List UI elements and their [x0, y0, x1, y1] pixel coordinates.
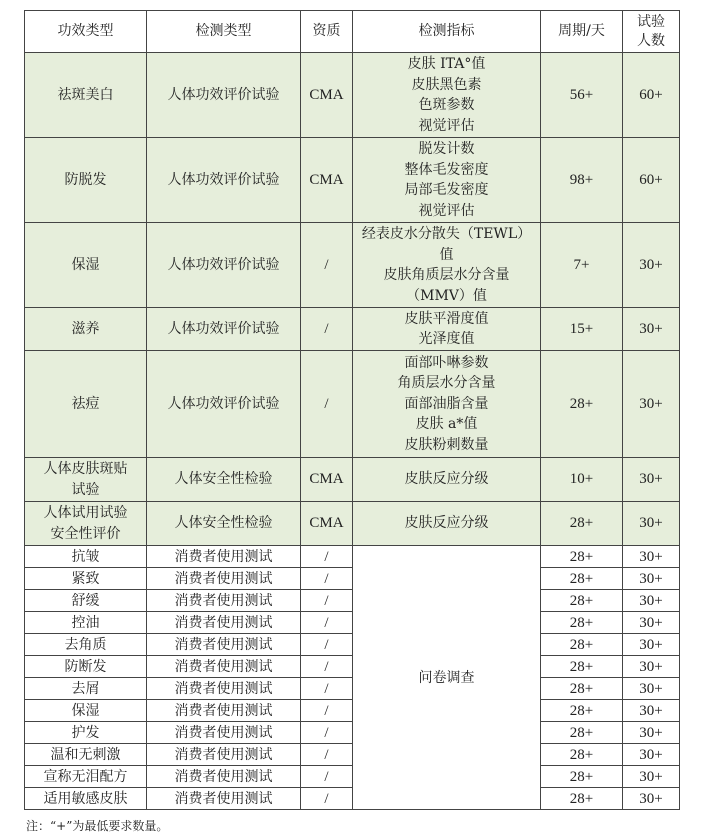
subjects-cell: 30+ — [623, 788, 680, 810]
subjects-cell: 30+ — [623, 634, 680, 656]
test-type-cell: 消费者使用测试 — [147, 590, 301, 612]
subjects-cell: 30+ — [623, 351, 680, 458]
cycle-cell: 28+ — [541, 568, 623, 590]
test-type-cell: 消费者使用测试 — [147, 722, 301, 744]
efficacy-line: 祛斑美白 — [57, 86, 114, 103]
qualification-cell: CMA — [301, 138, 353, 223]
table-row — [25, 766, 680, 788]
header-subjects-line2: 人数 — [637, 32, 665, 49]
table-row — [25, 502, 680, 546]
efficacy-cell: 控油 — [25, 612, 147, 634]
table-row — [25, 546, 680, 568]
table-row — [25, 568, 680, 590]
indicators-cell — [353, 308, 541, 351]
indicator-line: 皮肤 ITA°值 — [407, 56, 486, 72]
test-type-cell: 消费者使用测试 — [147, 546, 301, 568]
cycle-cell: 28+ — [541, 590, 623, 612]
indicator-line: 皮肤反应分级 — [404, 471, 489, 488]
efficacy-cell: 保湿 — [25, 700, 147, 722]
indicator-line: 面部卟啉参数 — [404, 354, 489, 371]
qualification-cell: / — [301, 308, 353, 351]
test-type-cell: 消费者使用测试 — [147, 788, 301, 810]
test-type-cell: 人体功效评价试验 — [147, 138, 301, 223]
efficacy-cell: 去角质 — [25, 634, 147, 656]
qualification-cell: / — [301, 678, 353, 700]
subjects-cell: 30+ — [623, 722, 680, 744]
efficacy-line: 防脱发 — [64, 171, 107, 188]
cycle-cell: 28+ — [541, 634, 623, 656]
table-row — [25, 678, 680, 700]
footnote: 注：“+”为最低要求数量。 — [26, 819, 169, 833]
table-row — [25, 351, 680, 458]
table-row — [25, 656, 680, 678]
indicator-line: 脱发计数 — [418, 141, 475, 157]
qualification-cell: / — [301, 612, 353, 634]
qualification-cell: / — [301, 351, 353, 458]
cycle-cell: 28+ — [541, 351, 623, 458]
efficacy-cell: 适用敏感皮肤 — [25, 788, 147, 810]
header-qualification: 资质 — [301, 11, 353, 53]
indicators-cell — [353, 351, 541, 458]
indicator-line: 面部油脂含量 — [404, 395, 489, 412]
indicator-line: 视觉评估 — [418, 117, 475, 134]
subjects-cell: 30+ — [623, 612, 680, 634]
cycle-cell: 28+ — [541, 766, 623, 788]
test-type-cell: 消费者使用测试 — [147, 766, 301, 788]
qualification-cell: / — [301, 744, 353, 766]
indicators-cell — [353, 502, 541, 546]
efficacy-cell: 去屑 — [25, 678, 147, 700]
efficacy-cell — [25, 351, 147, 458]
efficacy-line: 滋养 — [71, 320, 100, 337]
efficacy-cell — [25, 223, 147, 308]
cycle-cell: 7+ — [541, 223, 623, 308]
test-type-cell: 人体安全性检验 — [147, 502, 301, 546]
efficacy-cell: 护发 — [25, 722, 147, 744]
subjects-cell: 30+ — [623, 678, 680, 700]
efficacy-line: 安全性评价 — [50, 525, 121, 542]
efficacy-cell — [25, 458, 147, 502]
test-type-cell: 消费者使用测试 — [147, 656, 301, 678]
efficacy-cell: 抗皱 — [25, 546, 147, 568]
test-type-cell: 消费者使用测试 — [147, 634, 301, 656]
qualification-cell: / — [301, 634, 353, 656]
efficacy-cell: 防断发 — [25, 656, 147, 678]
qualification-cell: / — [301, 223, 353, 308]
cycle-cell: 28+ — [541, 502, 623, 546]
subjects-cell: 30+ — [623, 502, 680, 546]
header-test-type: 检测类型 — [147, 11, 301, 53]
cycle-cell: 28+ — [541, 722, 623, 744]
indicator-line: 整体毛发密度 — [404, 161, 489, 178]
subjects-cell: 60+ — [623, 53, 680, 138]
efficacy-line: 人体皮肤斑贴 — [43, 461, 128, 477]
table-row — [25, 722, 680, 744]
qualification-cell: / — [301, 568, 353, 590]
efficacy-line: 保湿 — [71, 256, 100, 273]
qualification-cell: / — [301, 656, 353, 678]
subjects-cell: 30+ — [623, 700, 680, 722]
efficacy-line: 祛痘 — [71, 395, 100, 412]
subjects-cell: 30+ — [623, 568, 680, 590]
indicator-line: 值 — [439, 246, 454, 263]
cycle-cell: 10+ — [541, 458, 623, 502]
header-row — [25, 11, 680, 53]
subjects-cell: 30+ — [623, 744, 680, 766]
table-row — [25, 223, 680, 308]
table-row — [25, 53, 680, 138]
test-type-cell: 人体安全性检验 — [147, 458, 301, 502]
indicator-line: 色斑参数 — [418, 97, 475, 113]
indicator-line: 角质层水分含量 — [397, 375, 496, 392]
cycle-cell: 28+ — [541, 612, 623, 634]
table-row — [25, 744, 680, 766]
table-row — [25, 308, 680, 351]
subjects-cell: 30+ — [623, 546, 680, 568]
subjects-cell: 30+ — [623, 656, 680, 678]
survey-indicator-cell: 问卷调查 — [353, 546, 541, 810]
test-type-cell: 消费者使用测试 — [147, 612, 301, 634]
indicator-line: 经表皮水分散失（TEWL） — [361, 226, 532, 242]
indicator-line: 皮肤 a*值 — [415, 416, 478, 433]
qualification-cell: / — [301, 788, 353, 810]
indicator-line: 皮肤黑色素 — [411, 76, 482, 93]
indicator-line: 局部毛发密度 — [404, 182, 489, 198]
subjects-cell: 30+ — [623, 766, 680, 788]
test-type-cell: 人体功效评价试验 — [147, 351, 301, 458]
test-type-cell: 消费者使用测试 — [147, 568, 301, 590]
test-type-cell: 消费者使用测试 — [147, 700, 301, 722]
test-type-cell: 人体功效评价试验 — [147, 223, 301, 308]
qualification-cell: CMA — [301, 458, 353, 502]
indicator-line: 皮肤角质层水分含量 — [383, 267, 510, 283]
indicators-cell — [353, 223, 541, 308]
subjects-cell: 30+ — [623, 458, 680, 502]
efficacy-cell — [25, 308, 147, 351]
efficacy-cell: 温和无刺激 — [25, 744, 147, 766]
qualification-cell: / — [301, 722, 353, 744]
cycle-cell: 28+ — [541, 788, 623, 810]
cycle-cell: 98+ — [541, 138, 623, 223]
qualification-cell: / — [301, 546, 353, 568]
qualification-cell: / — [301, 700, 353, 722]
table-row — [25, 458, 680, 502]
indicators-cell — [353, 53, 541, 138]
indicator-line: 光泽度值 — [418, 331, 475, 347]
subjects-cell: 60+ — [623, 138, 680, 223]
indicators-cell — [353, 458, 541, 502]
efficacy-line: 人体试用试验 — [43, 505, 128, 521]
indicators-cell — [353, 138, 541, 223]
test-type-cell: 人体功效评价试验 — [147, 53, 301, 138]
qualification-cell: / — [301, 590, 353, 612]
efficacy-cell: 紧致 — [25, 568, 147, 590]
subjects-cell: 30+ — [623, 223, 680, 308]
cycle-cell: 28+ — [541, 656, 623, 678]
efficacy-cell: 宣称无泪配方 — [25, 766, 147, 788]
table-row — [25, 634, 680, 656]
indicator-line: 皮肤粉刺数量 — [404, 436, 489, 453]
efficacy-cell: 舒缓 — [25, 590, 147, 612]
cycle-cell: 28+ — [541, 744, 623, 766]
indicator-line: （MMV）值 — [406, 287, 487, 304]
cycle-cell: 56+ — [541, 53, 623, 138]
cycle-cell: 15+ — [541, 308, 623, 351]
efficacy-test-table — [24, 10, 680, 810]
header-cycle: 周期/天 — [541, 11, 623, 53]
cycle-cell: 28+ — [541, 700, 623, 722]
efficacy-cell — [25, 138, 147, 223]
efficacy-cell — [25, 502, 147, 546]
qualification-cell: / — [301, 766, 353, 788]
efficacy-cell — [25, 53, 147, 138]
efficacy-line: 试验 — [71, 481, 100, 498]
header-subjects — [623, 11, 680, 53]
test-type-cell: 人体功效评价试验 — [147, 308, 301, 351]
subjects-cell: 30+ — [623, 308, 680, 351]
table-row — [25, 612, 680, 634]
table-row — [25, 788, 680, 810]
header-indicators: 检测指标 — [353, 11, 541, 53]
indicator-line: 皮肤平滑度值 — [404, 310, 489, 327]
header-subjects-line1: 试验 — [637, 13, 665, 30]
table-row — [25, 590, 680, 612]
qualification-cell: CMA — [301, 53, 353, 138]
table-row — [25, 700, 680, 722]
cycle-cell: 28+ — [541, 678, 623, 700]
indicator-line: 视觉评估 — [418, 202, 475, 219]
qualification-cell: CMA — [301, 502, 353, 546]
indicator-line: 皮肤反应分级 — [404, 515, 489, 532]
test-type-cell: 消费者使用测试 — [147, 678, 301, 700]
cycle-cell: 28+ — [541, 546, 623, 568]
test-type-cell: 消费者使用测试 — [147, 744, 301, 766]
header-efficacy: 功效类型 — [25, 11, 147, 53]
subjects-cell: 30+ — [623, 590, 680, 612]
table-row — [25, 138, 680, 223]
